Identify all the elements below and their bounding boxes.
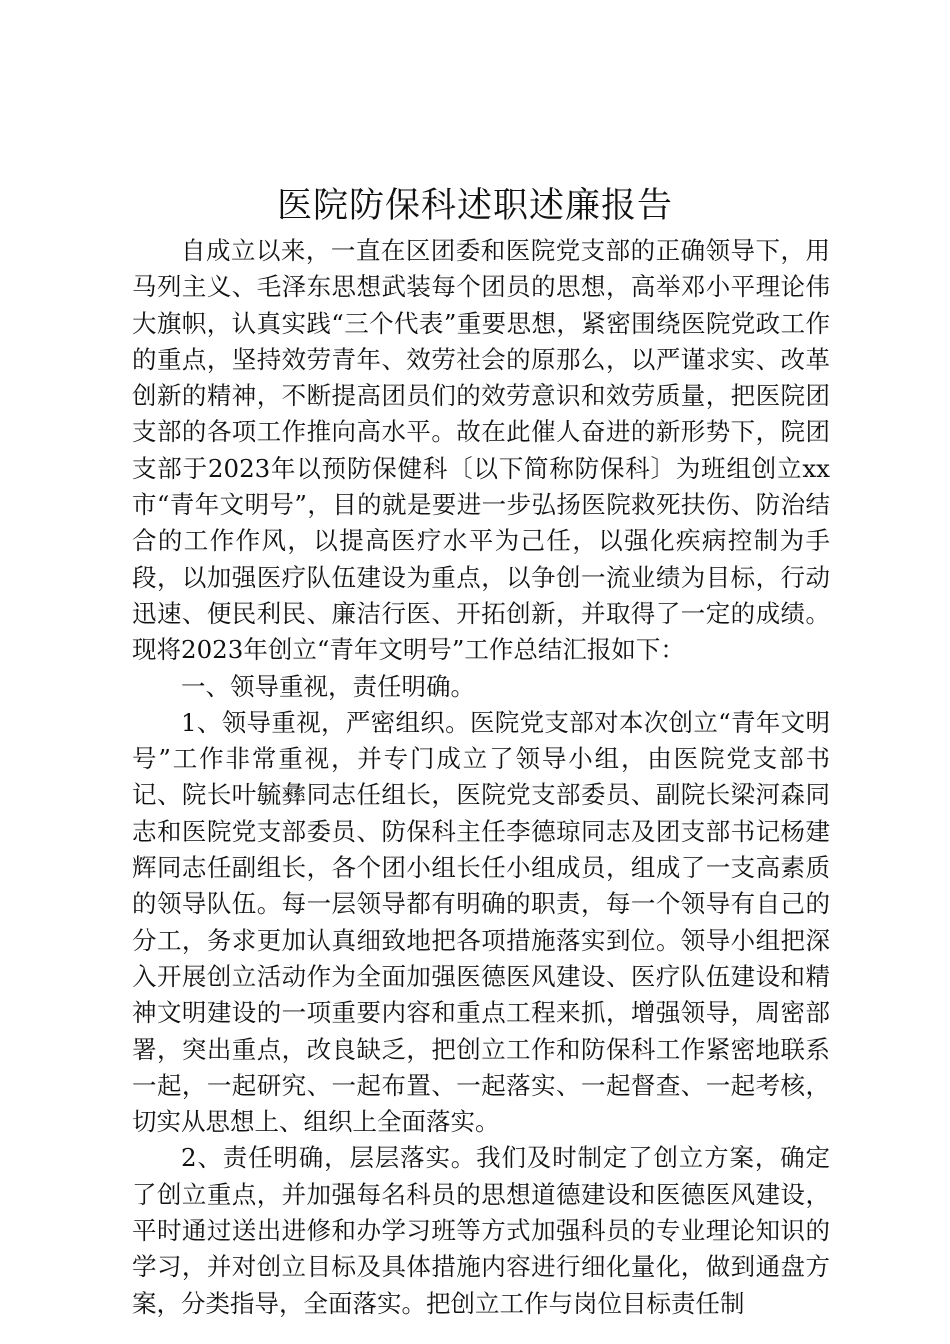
document-title: 医院防保科述职述廉报告 xyxy=(276,186,673,226)
paragraph-responsibility: 2、责任明确，层层落实。我们及时制定了创立方案，确定了创立重点，并加强每名科员的思想道德建设和医德医风建设，平时通过送出进修和办学习班等方式加强科员的专业理论知识的学习，并对创立目标及具体措施内容进行细化量化，做到通盘方案，分类指导，全面落实。把创立工作与岗位目标责任制 xyxy=(132,1143,830,1318)
paragraph-leadership: 1、领导重视，严密组织。医院党支部对本次创立“青年文明号”工作非常重视，并专门成立了领导小组，由医院党支部书记、院长叶毓彝同志任组长，医院党支部委员、副院长梁河森同志和医院党支部委员、防保科主任李德琼同志及团支部书记杨建辉同志任副组长，各个团小组长任小组成员，组成了一支高素质的领导队伍。每一层领导都有明确的职责，每一个领导有自己的分工，务求更加认真细致地把各项措施落实到位。领导小组把深入开展创立活动作为全面加强医德医风建设、医疗队伍建设和精神文明建设的一项重要内容和重点工程来抓，增强领导，周密部署，突出重点，改良缺乏，把创立工作和防保科工作紧密地联系一起，一起研究、一起布置、一起落实、一起督查、一起考核，切实从思想上、组织上全面落实。 xyxy=(132,707,830,1137)
document-body xyxy=(132,233,830,1322)
paragraph-intro: 自成立以来，一直在区团委和医院党支部的正确领导下，用马列主义、毛泽东思想武装每个团员的思想，高举邓小平理论伟大旗帜，认真实践“三个代表”重要思想，紧密围绕医院党政工作的重点，坚持效劳青年、效劳社会的原那么，以严谨求实、改革创新的精神，不断提高团员们的效劳意识和效劳质量，把医院团支部的各项工作推向高水平。故在此催人奋进的新形势下，院团支部于2023年以预防保健科〔以下简称防保科〕为班组创立xx市“青年文明号”，目的就是要进一步弘扬医院救死扶伤、防治结合的工作作风，以提高医疗水平为己任，以强化疾病控制为手段，以加强医疗队伍建设为重点，以争创一流业绩为目标，行动迅速、便民利民、廉洁行医、开拓创新，并取得了一定的成绩。现将2023年创立“青年文明号”工作总结汇报如下： xyxy=(132,236,830,665)
section-heading-1: 一、领导重视，责任明确。 xyxy=(181,671,475,701)
